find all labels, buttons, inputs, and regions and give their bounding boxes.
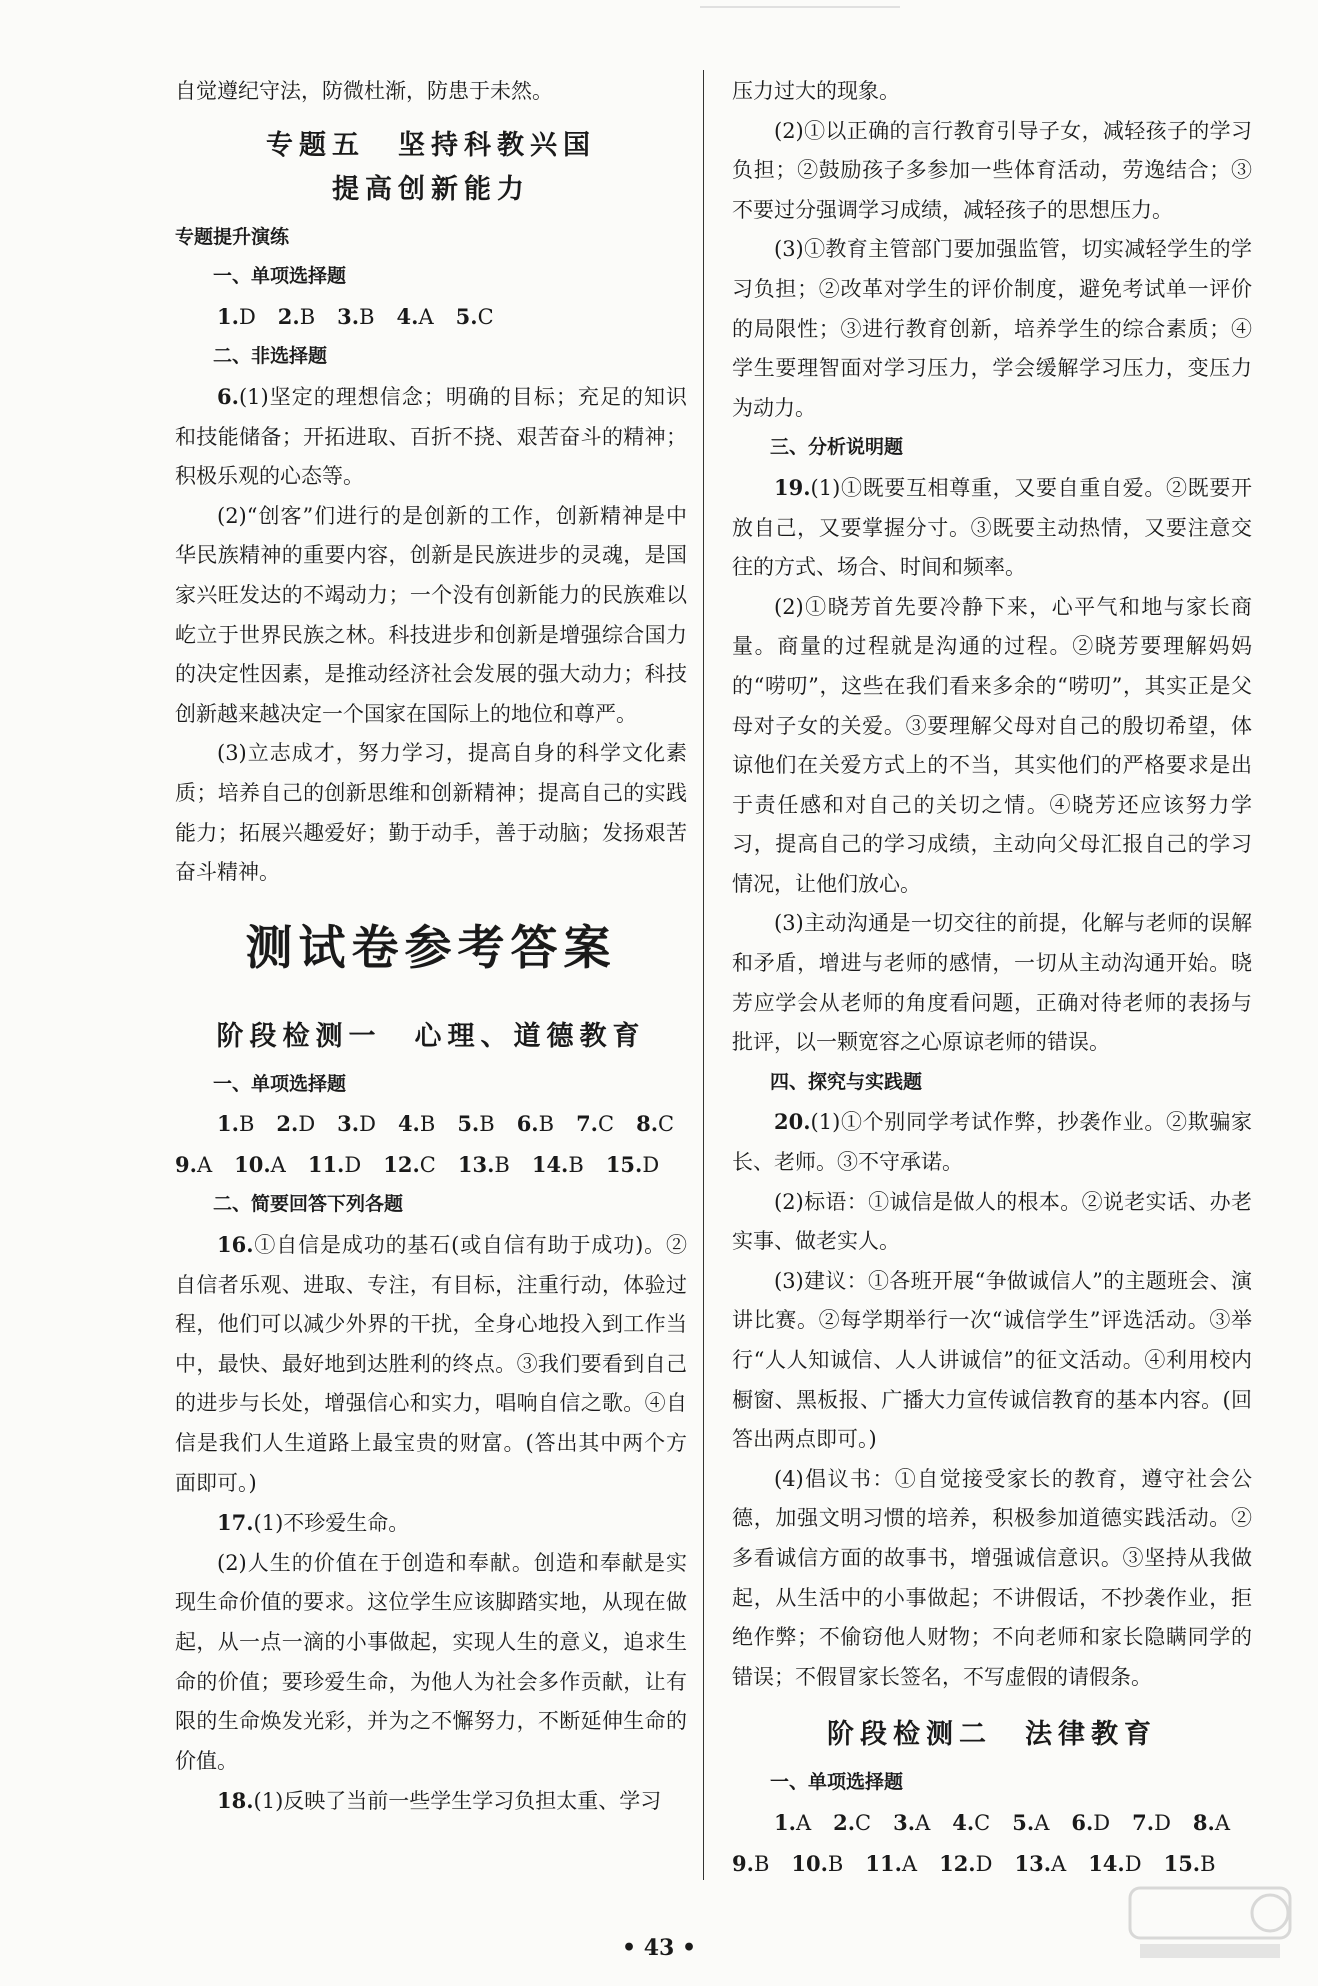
answer-paragraph: (3)建议：①各班开展“争做诚信人”的主题班会、演讲比赛。②每学期举行一次“诚信学生”评选活动。③举行“人人知诚信、人人讲诚信”的征文活动。④利用校内橱窗、黑板报、广播大力宣传诚信教育的基本内容。(回答出两点即可。) xyxy=(732,1268,1252,1452)
section-heading: 一、单项选择题 xyxy=(213,265,347,288)
answer-text: (1)①既要互相尊重，又要自重自爱。②既要开放自己，又要掌握分寸。③既要主动热情，又要注意交往的方式、场合、时间和频率。 xyxy=(732,475,1252,580)
answer-row xyxy=(175,1145,687,1186)
answer-choice: 1.B xyxy=(217,1111,255,1137)
section-heading: 四、探究与实践题 xyxy=(770,1070,923,1093)
top-rule xyxy=(700,6,900,8)
answer-text: ①自信是成功的基石(或自信有助于成功)。②自信者乐观、进取、专注，有目标，注重行动，体验过程，他们可以减少外界的干扰，全身心地投入到工作当中，最快、最好地到达胜利的终点。③我们要看到自己的进步与长处，增强信心和实力，唱响自信之歌。④自信是我们人生道路上最宝贵的财富。(答出其中两个方面即可。) xyxy=(175,1233,687,1495)
section-heading: 二、简要回答下列各题 xyxy=(213,1193,404,1216)
answer-choice: 1.D xyxy=(217,303,256,329)
answer-paragraph xyxy=(175,1503,687,1544)
answer-choice: 1.A xyxy=(774,1809,812,1835)
answer-row xyxy=(175,1104,687,1145)
answer-text: (1)①个别同学考试作弊，抄袭作业。②欺骗家长、老师。③不守承诺。 xyxy=(732,1110,1252,1175)
topic-subtitle: 提高创新能力 xyxy=(332,173,530,205)
answer-row xyxy=(175,297,687,338)
answer-choice: 12.C xyxy=(383,1151,436,1177)
answer-paragraph: (3)①教育主管部门要加强监管，切实减轻学生的学习负担；②改革对学生的评价制度，避免考试单一评价的局限性；③进行教育创新，培养学生的综合素质；④学生要理智面对学习压力，学会缓解学习压力，变压力为动力。 xyxy=(732,237,1252,420)
answer-paragraph xyxy=(175,1781,687,1822)
question-number: 20. xyxy=(774,1109,811,1135)
page-number: • 43 • xyxy=(621,1935,697,1961)
question-number: 16. xyxy=(217,1232,254,1258)
paragraph: 自觉遵纪守法，防微杜渐，防患于未然。 xyxy=(175,79,553,103)
answer-paragraph xyxy=(175,377,687,497)
answer-paragraph: (2)①晓芳首先要冷静下来，心平气和地与家长商量。商量的过程就是沟通的过程。②晓芳要理解妈妈的“唠叨”，这些在我们看来多余的“唠叨”，其实正是父母对子女的关爱。③要理解父母对自己的殷切希望，体谅他们在关爱方式上的不当，其实他们的严格要求是出于责任感和对自己的关切之情。④晓芳还应该努力学习，提高自己的学习成绩，主动向父母汇报自己的学习情况，让他们放心。 xyxy=(732,594,1252,896)
answer-choice: 4.A xyxy=(396,303,434,329)
answer-choice: 14.D xyxy=(1088,1850,1142,1876)
right-column xyxy=(732,72,1252,1884)
answer-choice: 5.B xyxy=(457,1111,495,1137)
section-heading: 二、非选择题 xyxy=(213,345,328,368)
answer-choice: 7.C xyxy=(576,1111,615,1137)
answer-choice: 2.D xyxy=(276,1111,316,1137)
stage-title: 阶段检测一 心理、道德教育 xyxy=(216,1020,646,1052)
left-column xyxy=(175,72,687,1822)
question-number: 17. xyxy=(217,1510,254,1536)
answer-choice: 8.C xyxy=(636,1111,675,1137)
answer-choice: 3.A xyxy=(893,1809,931,1835)
answer-paragraph xyxy=(732,468,1252,588)
watermark-logo-icon xyxy=(1120,1878,1300,1968)
answer-paragraph xyxy=(175,1225,687,1503)
answer-paragraph: (2)“创客”们进行的是创新的工作，创新精神是中华民族精神的重要内容，创新是民族进步的灵魂，是国家兴旺发达的不竭动力；一个没有创新能力的民族难以屹立于世界民族之林。科技进步和创新是增强综合国力的决定性因素，是推动经济社会发展的强大动力；科技创新越来越决定一个国家在国际上的地位和尊严。 xyxy=(175,503,687,726)
answer-paragraph: (2)①以正确的言行教育引导子女，减轻孩子的学习负担；②鼓励孩子多参加一些体育活动，劳逸结合；③不要过分强调学习成绩，减轻孩子的思想压力。 xyxy=(732,118,1252,222)
answer-choice: 8.A xyxy=(1192,1809,1231,1835)
answer-choice: 12.D xyxy=(939,1850,993,1876)
answer-choice: 2.B xyxy=(277,303,316,329)
answer-choice: 11.D xyxy=(307,1151,362,1177)
answer-choice: 9.B xyxy=(732,1850,770,1876)
topic-title: 专题五 坚持科教兴国 xyxy=(266,129,596,161)
answer-paragraph: (3)立志成才，努力学习，提高自身的科学文化素质；培养自己的创新思维和创新精神；提高自己的实践能力；拓展兴趣爱好；勤于动手，善于动脑；发扬艰苦奋斗精神。 xyxy=(175,741,687,885)
answer-paragraph: (4)倡议书：①自觉接受家长的教育，遵守社会公德，加强文明习惯的培养，积极参加道德实践活动。②多看诚信方面的故事书，增强诚信意识。③坚持从我做起，从生活中的小事做起；不讲假话，不抄袭作业，拒绝作弊；不偷窃他人财物；不向老师和家长隐瞒同学的错误；不假冒家长签名，不写虚假的请假条。 xyxy=(732,1466,1252,1689)
question-number: 19. xyxy=(774,474,811,500)
answer-choice: 14.B xyxy=(531,1151,584,1177)
answer-choice: 11.A xyxy=(865,1850,918,1876)
section-heading: 一、单项选择题 xyxy=(213,1072,347,1095)
answer-choice: 7.D xyxy=(1132,1809,1171,1835)
answer-paragraph: (2)人生的价值在于创造和奉献。创造和奉献是实现生命价值的要求。这位学生应该脚踏实地，从现在做起，从一点一滴的小事做起，实现人生的意义，追求生命的价值；要珍爱生命，为他人为社会多作贡献，让有限的生命焕发光彩，并为之不懈努力，不断延伸生命的价值。 xyxy=(175,1550,687,1773)
answer-choice: 13.B xyxy=(457,1151,510,1177)
answer-choice: 2.C xyxy=(833,1809,872,1835)
answer-choice: 6.D xyxy=(1071,1809,1111,1835)
answer-paragraph: (2)标语：①诚信是做人的根本。②说老实话、办老实事、做老实人。 xyxy=(732,1189,1252,1254)
question-number: 18. xyxy=(217,1788,254,1814)
paragraph: 压力过大的现象。 xyxy=(732,79,900,103)
answer-paragraph: (3)主动沟通是一切交往的前提，化解与老师的误解和矛盾，增进与老师的感情，一切从主动沟通开始。晓芳应学会从老师的角度看问题，正确对待老师的表扬与批评，以一颗宽容之心原谅老师的错误。 xyxy=(732,911,1252,1055)
answer-choice: 13.A xyxy=(1014,1850,1067,1876)
stage-title: 阶段检测二 法律教育 xyxy=(827,1719,1157,1751)
answer-choice: 5.C xyxy=(455,303,494,329)
answer-choice: 5.A xyxy=(1012,1809,1050,1835)
answer-choice: 9.A xyxy=(175,1151,213,1177)
practice-heading: 专题提升演练 xyxy=(175,225,290,248)
answer-text: (1)坚定的理想信念；明确的目标；充足的知识和技能储备；开拓进取、百折不挠、艰苦奋斗的精神；积极乐观的心态等。 xyxy=(175,384,687,489)
answer-choice: 10.B xyxy=(791,1850,844,1876)
page-number-text: 43 xyxy=(643,1935,675,1961)
answer-choice: 4.B xyxy=(397,1111,436,1137)
answer-choice: 10.A xyxy=(234,1151,286,1177)
section-heading: 三、分析说明题 xyxy=(770,436,904,459)
answer-choice: 15.D xyxy=(605,1151,660,1177)
main-title: 测试卷参考答案 xyxy=(245,920,617,976)
answer-paragraph xyxy=(732,1102,1252,1182)
answer-text: (1)反映了当前一些学生学习负担太重、学习 xyxy=(253,1789,662,1814)
answer-choice: 3.D xyxy=(337,1111,376,1137)
answer-choice: 3.B xyxy=(337,303,375,329)
column-divider xyxy=(703,70,704,1880)
answer-choice: 4.C xyxy=(952,1809,991,1835)
question-number: 6. xyxy=(217,383,239,409)
answer-row xyxy=(732,1803,1252,1844)
answer-text: (1)不珍爱生命。 xyxy=(253,1511,410,1536)
section-heading: 一、单项选择题 xyxy=(770,1771,904,1794)
answer-choice: 6.B xyxy=(516,1111,555,1137)
answer-choice: 15.B xyxy=(1163,1850,1216,1876)
